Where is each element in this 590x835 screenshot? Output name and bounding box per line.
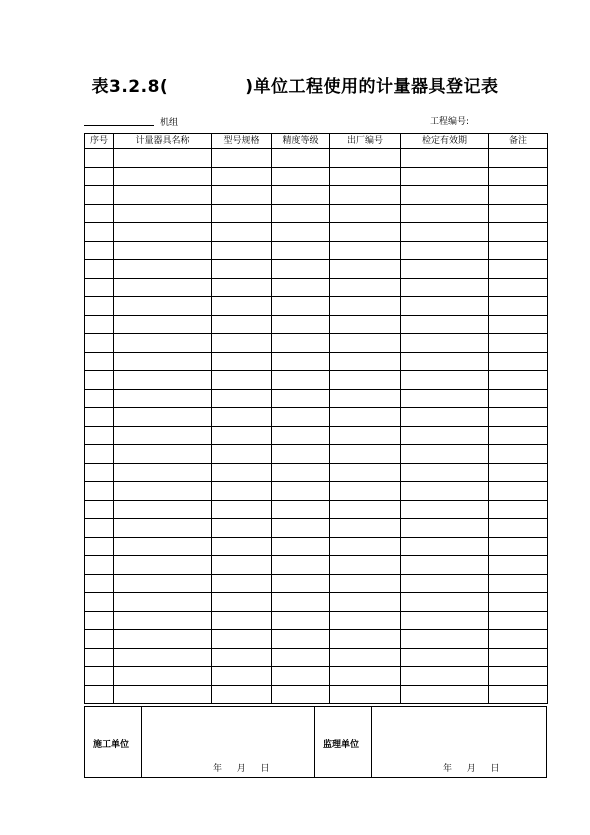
table-cell[interactable] bbox=[330, 204, 401, 223]
table-cell[interactable] bbox=[272, 519, 330, 538]
table-cell[interactable] bbox=[489, 241, 548, 260]
table-cell[interactable] bbox=[330, 371, 401, 390]
table-cell[interactable] bbox=[330, 500, 401, 519]
table-row bbox=[85, 371, 548, 390]
table-cell[interactable] bbox=[401, 537, 489, 556]
table-cell[interactable] bbox=[85, 352, 114, 371]
table-cell[interactable] bbox=[401, 574, 489, 593]
table-cell[interactable] bbox=[489, 167, 548, 186]
table-cell[interactable] bbox=[114, 482, 212, 501]
table-cell[interactable] bbox=[85, 667, 114, 686]
table-cell[interactable] bbox=[272, 186, 330, 205]
table-row bbox=[85, 537, 548, 556]
table-cell[interactable] bbox=[489, 204, 548, 223]
table-cell[interactable] bbox=[272, 167, 330, 186]
table-cell[interactable] bbox=[489, 389, 548, 408]
table-cell[interactable] bbox=[212, 426, 272, 445]
table-cell[interactable] bbox=[401, 204, 489, 223]
table-cell[interactable] bbox=[489, 519, 548, 538]
table-cell[interactable] bbox=[272, 574, 330, 593]
table-cell[interactable] bbox=[212, 352, 272, 371]
table-row bbox=[85, 186, 548, 205]
table-cell[interactable] bbox=[489, 611, 548, 630]
table-cell[interactable] bbox=[401, 186, 489, 205]
table-cell[interactable] bbox=[114, 352, 212, 371]
table-cell[interactable] bbox=[489, 260, 548, 279]
table-cell[interactable] bbox=[401, 445, 489, 464]
table-cell[interactable] bbox=[272, 408, 330, 427]
table-cell[interactable] bbox=[401, 500, 489, 519]
header-index: 序号 bbox=[85, 134, 114, 149]
unit-label: 机组 bbox=[160, 118, 179, 128]
table-cell[interactable] bbox=[272, 445, 330, 464]
table-cell[interactable] bbox=[114, 297, 212, 316]
table-cell[interactable] bbox=[330, 630, 401, 649]
table-cell[interactable] bbox=[272, 556, 330, 575]
table-cell[interactable] bbox=[330, 278, 401, 297]
table-cell[interactable] bbox=[330, 149, 401, 168]
table-row bbox=[85, 352, 548, 371]
table-cell[interactable] bbox=[272, 204, 330, 223]
table-cell[interactable] bbox=[401, 426, 489, 445]
table-cell[interactable] bbox=[272, 500, 330, 519]
table-row bbox=[85, 648, 548, 667]
table-row bbox=[85, 500, 548, 519]
table-cell[interactable] bbox=[85, 482, 114, 501]
construction-unit-label-cell bbox=[85, 707, 142, 777]
header-remarks: 备注 bbox=[489, 134, 548, 149]
table-cell[interactable] bbox=[401, 278, 489, 297]
table-cell[interactable] bbox=[401, 389, 489, 408]
table-cell[interactable] bbox=[401, 297, 489, 316]
table-cell[interactable] bbox=[212, 278, 272, 297]
table-cell[interactable] bbox=[401, 556, 489, 575]
table-cell[interactable] bbox=[272, 297, 330, 316]
register-table bbox=[84, 133, 548, 704]
table-cell[interactable] bbox=[272, 426, 330, 445]
table-cell[interactable] bbox=[114, 537, 212, 556]
supervision-date: 年 月 日 bbox=[443, 764, 503, 774]
table-row bbox=[85, 482, 548, 501]
table-cell[interactable] bbox=[330, 352, 401, 371]
table-cell[interactable] bbox=[212, 389, 272, 408]
table-cell[interactable] bbox=[114, 445, 212, 464]
table-cell[interactable] bbox=[212, 334, 272, 353]
table-cell[interactable] bbox=[85, 278, 114, 297]
table-cell[interactable] bbox=[489, 352, 548, 371]
table-cell[interactable] bbox=[85, 593, 114, 612]
table-cell[interactable] bbox=[489, 149, 548, 168]
table-cell[interactable] bbox=[272, 334, 330, 353]
table-cell[interactable] bbox=[489, 186, 548, 205]
table-row bbox=[85, 463, 548, 482]
table-cell[interactable] bbox=[330, 315, 401, 334]
table-cell[interactable] bbox=[489, 297, 548, 316]
construction-date: 年 月 日 bbox=[213, 764, 273, 774]
form-title: 表3.2.8( )单位工程使用的计量器具登记表 bbox=[91, 77, 499, 97]
table-cell[interactable] bbox=[401, 593, 489, 612]
table-cell[interactable] bbox=[114, 204, 212, 223]
table-cell[interactable] bbox=[212, 556, 272, 575]
table-cell[interactable] bbox=[401, 667, 489, 686]
construction-unit-label: 施工单位 bbox=[93, 740, 130, 750]
unit-blank-line bbox=[84, 125, 154, 126]
table-cell[interactable] bbox=[85, 556, 114, 575]
table-cell[interactable] bbox=[272, 371, 330, 390]
construction-unit-sign-cell[interactable] bbox=[142, 707, 315, 777]
table-cell[interactable] bbox=[85, 334, 114, 353]
table-cell[interactable] bbox=[330, 519, 401, 538]
table-row bbox=[85, 204, 548, 223]
table-cell[interactable] bbox=[212, 297, 272, 316]
table-cell[interactable] bbox=[85, 260, 114, 279]
table-cell[interactable] bbox=[85, 519, 114, 538]
supervision-unit-label: 监理单位 bbox=[323, 740, 360, 750]
table-cell[interactable] bbox=[85, 297, 114, 316]
table-cell[interactable] bbox=[401, 685, 489, 704]
table-cell[interactable] bbox=[212, 445, 272, 464]
table-cell[interactable] bbox=[212, 500, 272, 519]
table-cell[interactable] bbox=[401, 260, 489, 279]
header-model-spec: 型号规格 bbox=[212, 134, 272, 149]
table-cell[interactable] bbox=[330, 482, 401, 501]
table-cell[interactable] bbox=[489, 685, 548, 704]
table-cell[interactable] bbox=[401, 371, 489, 390]
table-cell[interactable] bbox=[212, 685, 272, 704]
table-row bbox=[85, 241, 548, 260]
table-cell[interactable] bbox=[489, 667, 548, 686]
table-row bbox=[85, 260, 548, 279]
table-cell[interactable] bbox=[212, 408, 272, 427]
table-cell[interactable] bbox=[85, 426, 114, 445]
table-cell[interactable] bbox=[114, 426, 212, 445]
table-cell[interactable] bbox=[85, 500, 114, 519]
table-cell[interactable] bbox=[114, 260, 212, 279]
table-cell[interactable] bbox=[272, 482, 330, 501]
table-cell[interactable] bbox=[114, 223, 212, 242]
table-cell[interactable] bbox=[114, 315, 212, 334]
table-cell[interactable] bbox=[330, 556, 401, 575]
table-cell[interactable] bbox=[489, 426, 548, 445]
table-cell[interactable] bbox=[114, 278, 212, 297]
table-cell[interactable] bbox=[330, 574, 401, 593]
table-cell[interactable] bbox=[212, 630, 272, 649]
table-cell[interactable] bbox=[85, 389, 114, 408]
table-cell[interactable] bbox=[401, 463, 489, 482]
table-cell[interactable] bbox=[330, 667, 401, 686]
table-cell[interactable] bbox=[330, 334, 401, 353]
table-cell[interactable] bbox=[212, 371, 272, 390]
table-cell[interactable] bbox=[212, 241, 272, 260]
table-cell[interactable] bbox=[401, 223, 489, 242]
table-cell[interactable] bbox=[272, 352, 330, 371]
table-cell[interactable] bbox=[272, 685, 330, 704]
table-cell[interactable] bbox=[401, 167, 489, 186]
table-cell[interactable] bbox=[272, 648, 330, 667]
table-row bbox=[85, 574, 548, 593]
table-cell[interactable] bbox=[401, 334, 489, 353]
table-cell[interactable] bbox=[212, 223, 272, 242]
table-cell[interactable] bbox=[330, 445, 401, 464]
table-cell[interactable] bbox=[489, 574, 548, 593]
table-cell[interactable] bbox=[114, 389, 212, 408]
table-cell[interactable] bbox=[272, 278, 330, 297]
table-row bbox=[85, 685, 548, 704]
table-cell[interactable] bbox=[489, 408, 548, 427]
table-cell[interactable] bbox=[330, 593, 401, 612]
table-cell[interactable] bbox=[401, 648, 489, 667]
table-cell[interactable] bbox=[489, 445, 548, 464]
table-cell[interactable] bbox=[212, 463, 272, 482]
table-cell[interactable] bbox=[330, 389, 401, 408]
table-cell[interactable] bbox=[401, 352, 489, 371]
table-cell[interactable] bbox=[85, 371, 114, 390]
table-row bbox=[85, 297, 548, 316]
table-row bbox=[85, 389, 548, 408]
table-row bbox=[85, 278, 548, 297]
table-cell[interactable] bbox=[85, 204, 114, 223]
table-cell[interactable] bbox=[114, 408, 212, 427]
table-row bbox=[85, 315, 548, 334]
table-cell[interactable] bbox=[272, 630, 330, 649]
header-serial-number: 出厂编号 bbox=[330, 134, 401, 149]
table-cell[interactable] bbox=[272, 389, 330, 408]
table-cell[interactable] bbox=[330, 463, 401, 482]
table-cell[interactable] bbox=[114, 463, 212, 482]
table-cell[interactable] bbox=[212, 519, 272, 538]
table-cell[interactable] bbox=[114, 685, 212, 704]
table-cell[interactable] bbox=[85, 685, 114, 704]
table-row bbox=[85, 445, 548, 464]
table-row bbox=[85, 223, 548, 242]
table-cell[interactable] bbox=[272, 315, 330, 334]
table-cell[interactable] bbox=[85, 574, 114, 593]
table-cell[interactable] bbox=[330, 223, 401, 242]
table-cell[interactable] bbox=[401, 149, 489, 168]
table-cell[interactable] bbox=[85, 241, 114, 260]
table-cell[interactable] bbox=[114, 186, 212, 205]
table-cell[interactable] bbox=[272, 260, 330, 279]
table-row bbox=[85, 149, 548, 168]
table-cell[interactable] bbox=[330, 241, 401, 260]
table-cell[interactable] bbox=[330, 685, 401, 704]
table-cell[interactable] bbox=[401, 611, 489, 630]
table-cell[interactable] bbox=[212, 574, 272, 593]
table-cell[interactable] bbox=[114, 149, 212, 168]
table-cell[interactable] bbox=[330, 186, 401, 205]
table-cell[interactable] bbox=[85, 648, 114, 667]
table-cell[interactable] bbox=[85, 186, 114, 205]
table-cell[interactable] bbox=[489, 315, 548, 334]
table-cell[interactable] bbox=[212, 667, 272, 686]
signature-footer bbox=[84, 706, 547, 778]
table-cell[interactable] bbox=[85, 630, 114, 649]
table-cell[interactable] bbox=[330, 408, 401, 427]
table-cell[interactable] bbox=[330, 260, 401, 279]
table-cell[interactable] bbox=[85, 611, 114, 630]
table-cell[interactable] bbox=[212, 186, 272, 205]
table-cell[interactable] bbox=[489, 630, 548, 649]
table-cell[interactable] bbox=[114, 500, 212, 519]
table-cell[interactable] bbox=[489, 648, 548, 667]
table-cell[interactable] bbox=[212, 648, 272, 667]
table-cell[interactable] bbox=[330, 648, 401, 667]
table-cell[interactable] bbox=[114, 371, 212, 390]
table-cell[interactable] bbox=[114, 574, 212, 593]
table-cell[interactable] bbox=[272, 667, 330, 686]
header-instrument-name: 计量器具名称 bbox=[114, 134, 212, 149]
header-accuracy-class: 精度等级 bbox=[272, 134, 330, 149]
table-cell[interactable] bbox=[489, 556, 548, 575]
table-cell[interactable] bbox=[330, 167, 401, 186]
table-cell[interactable] bbox=[272, 463, 330, 482]
table-cell[interactable] bbox=[330, 426, 401, 445]
table-cell[interactable] bbox=[272, 149, 330, 168]
table-cell[interactable] bbox=[85, 149, 114, 168]
table-cell[interactable] bbox=[212, 537, 272, 556]
table-cell[interactable] bbox=[272, 223, 330, 242]
table-cell[interactable] bbox=[272, 593, 330, 612]
table-row bbox=[85, 334, 548, 353]
table-cell[interactable] bbox=[272, 241, 330, 260]
table-row bbox=[85, 519, 548, 538]
table-cell[interactable] bbox=[212, 204, 272, 223]
table-row bbox=[85, 667, 548, 686]
table-cell[interactable] bbox=[114, 630, 212, 649]
table-cell[interactable] bbox=[489, 593, 548, 612]
supervision-unit-sign-cell[interactable] bbox=[372, 707, 545, 777]
table-cell[interactable] bbox=[85, 223, 114, 242]
table-row bbox=[85, 167, 548, 186]
table-cell[interactable] bbox=[330, 611, 401, 630]
table-cell[interactable] bbox=[85, 463, 114, 482]
table-cell[interactable] bbox=[85, 167, 114, 186]
table-cell[interactable] bbox=[401, 315, 489, 334]
table-cell[interactable] bbox=[114, 167, 212, 186]
table-cell[interactable] bbox=[212, 593, 272, 612]
table-row bbox=[85, 556, 548, 575]
table-cell[interactable] bbox=[212, 149, 272, 168]
table-cell[interactable] bbox=[85, 537, 114, 556]
table-cell[interactable] bbox=[114, 334, 212, 353]
table-cell[interactable] bbox=[401, 630, 489, 649]
table-cell[interactable] bbox=[212, 315, 272, 334]
table-cell[interactable] bbox=[212, 167, 272, 186]
table-cell[interactable] bbox=[489, 537, 548, 556]
table-cell[interactable] bbox=[489, 371, 548, 390]
table-header-row bbox=[85, 134, 548, 149]
supervision-unit-label-cell bbox=[315, 707, 372, 777]
table-cell[interactable] bbox=[489, 278, 548, 297]
table-row bbox=[85, 593, 548, 612]
table-cell[interactable] bbox=[401, 408, 489, 427]
table-cell[interactable] bbox=[489, 223, 548, 242]
table-cell[interactable] bbox=[401, 482, 489, 501]
table-cell[interactable] bbox=[489, 334, 548, 353]
table-cell[interactable] bbox=[212, 482, 272, 501]
table-cell[interactable] bbox=[114, 611, 212, 630]
table-cell[interactable] bbox=[330, 537, 401, 556]
table-cell[interactable] bbox=[85, 408, 114, 427]
table-cell[interactable] bbox=[489, 482, 548, 501]
table-cell[interactable] bbox=[85, 445, 114, 464]
table-cell[interactable] bbox=[489, 463, 548, 482]
project-number-label: 工程编号: bbox=[430, 117, 470, 127]
table-cell[interactable] bbox=[401, 519, 489, 538]
table-cell[interactable] bbox=[212, 611, 272, 630]
table-cell[interactable] bbox=[489, 500, 548, 519]
table-row bbox=[85, 611, 548, 630]
table-cell[interactable] bbox=[114, 241, 212, 260]
table-cell[interactable] bbox=[114, 667, 212, 686]
table-cell[interactable] bbox=[85, 315, 114, 334]
table-row bbox=[85, 426, 548, 445]
table-cell[interactable] bbox=[114, 593, 212, 612]
table-cell[interactable] bbox=[272, 537, 330, 556]
table-cell[interactable] bbox=[330, 297, 401, 316]
table-row bbox=[85, 408, 548, 427]
table-cell[interactable] bbox=[114, 556, 212, 575]
table-cell[interactable] bbox=[272, 611, 330, 630]
table-cell[interactable] bbox=[212, 260, 272, 279]
table-cell[interactable] bbox=[114, 648, 212, 667]
table-cell[interactable] bbox=[114, 519, 212, 538]
table-row bbox=[85, 630, 548, 649]
table-cell[interactable] bbox=[401, 241, 489, 260]
header-validity-period: 检定有效期 bbox=[401, 134, 489, 149]
